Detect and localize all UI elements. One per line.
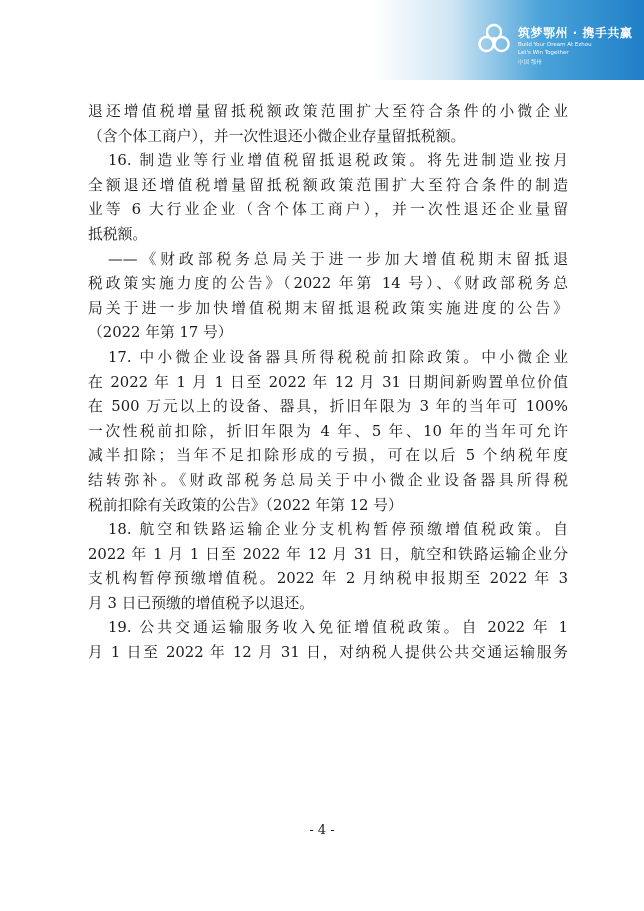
text-line: 税前扣除有关政策的公告》（2022 年第 12 号） [88, 496, 403, 514]
page-number: - 4 - [309, 823, 335, 838]
text-line: 2022 年 1 月 1 日至 2022 年 12 月 31 日，航空和铁路运输企业分 [88, 545, 568, 563]
logo-chinese-text: 筑梦鄂州 · 携手共赢 [518, 26, 633, 40]
ezhou-logo [474, 20, 634, 66]
flower-logo-icon [474, 20, 514, 60]
text-line: 在 500 万元以上的设备、器具，折旧年限为 3 年的当年可 100% [88, 398, 568, 416]
header-banner [0, 0, 644, 80]
text-line: 一次性税前扣除，折旧年限为 4 年、5 年、10 年的当年可允许 [88, 422, 568, 440]
text-line: 月 1 日至 2022 年 12 月 31 日，对纳税人提供公共交通运输服务 [88, 644, 568, 662]
text-line: 抵税额。 [88, 225, 148, 243]
text-line: 17. 中小微企业设备器具所得税税前扣除政策。中小微企业 [108, 348, 568, 366]
text-line: 19. 公共交通运输服务收入免征增值税政策。自 2022 年 1 [108, 619, 568, 637]
text-line: （2022 年第 17 号） [88, 324, 233, 342]
text-line: 局关于进一步加快增值税期末留抵退税政策实施进度的公告》 [88, 299, 568, 317]
text-line: 减半扣除；当年不足扣除形成的亏损，可在以后 5 个纳税年度 [88, 447, 568, 465]
text-line: 支机构暂停预缴增值税。2022 年 2 月纳税申报期至 2022 年 3 [88, 570, 568, 588]
text-line: 结转弥补。《财政部税务总局关于中小微企业设备器具所得税 [88, 471, 568, 489]
document-body [88, 100, 568, 666]
text-line: 税政策实施力度的公告》（2022 年第 14 号）、《财政部税务总 [88, 275, 568, 293]
logo-english-text-2: Let's Win Together [518, 50, 569, 56]
text-line: 业等 6 大行业企业（含个体工商户），并一次性退还企业量留 [88, 201, 568, 219]
text-line: 退还增值税增量留抵税额政策范围扩大至符合条件的小微企业 [88, 103, 568, 120]
text-line: ——《财政部税务总局关于进一步加大增值税期末留抵退 [108, 250, 568, 268]
logo-english-text-1: Build Your Dream At Ezhou [518, 42, 592, 48]
text-line: 16. 制造业等行业增值税留抵退税政策。将先进制造业按月 [108, 152, 568, 170]
text-line: （含个体工商户），并一次性退还小微企业存量留抵税额。 [88, 127, 466, 145]
text-line: 18. 航空和铁路运输企业分支机构暂停预缴增值税政策。自 [108, 521, 568, 539]
text-line: 全额退还增值税增量留抵税额政策范围扩大至符合条件的制造 [88, 176, 568, 194]
text-line: 月 3 日已预缴的增值税予以退还。 [88, 594, 314, 612]
text-line: 在 2022 年 1 月 1 日至 2022 年 12 月 31 日期间新购置单位价值 [88, 373, 568, 391]
logo-city-text: 中国 鄂州 [518, 60, 542, 66]
